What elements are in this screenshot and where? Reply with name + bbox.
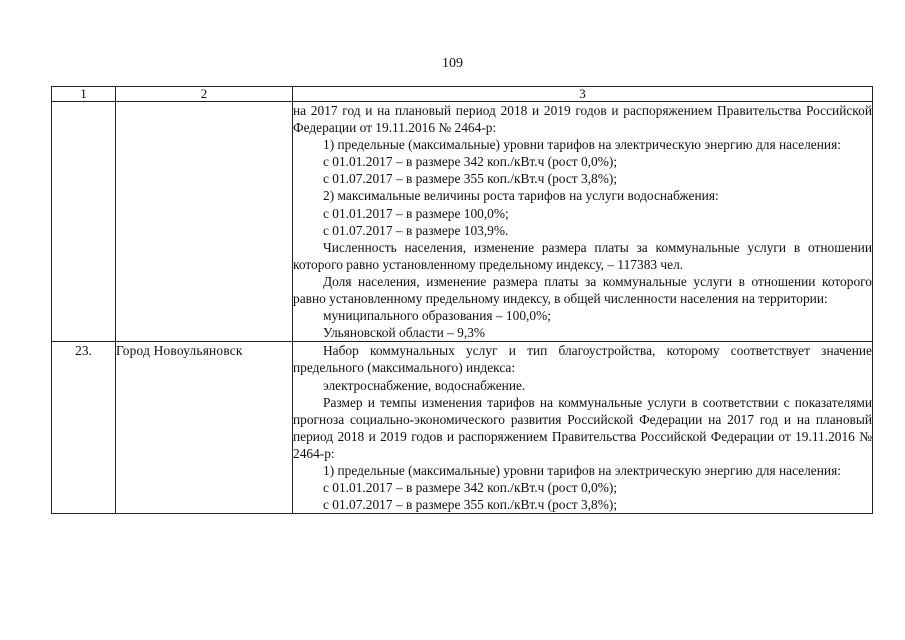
paragraph: 1) предельные (максимальные) уровни тарифов на электрическую энергию для населения: — [323, 137, 841, 153]
column-header-3: 3 — [293, 87, 873, 102]
paragraph: на 2017 год и на плановый период 2018 и 2019 годов и распоряжением Правительства Российской Федерации от 19.11.2016 № 2464-р: — [293, 103, 872, 136]
paragraph: 1) предельные (максимальные) уровни тарифов на электрическую энергию для населения: — [323, 462, 841, 478]
table-header-row — [52, 87, 873, 102]
description-cell — [293, 342, 873, 514]
paragraph: с 01.01.2017 – в размере 342 коп./кВт.ч (рост 0,0%); — [323, 154, 618, 170]
tariff-table — [51, 86, 873, 514]
paragraph: Доля населения, изменение размера платы за коммунальные услуги в отношении которого равно установленному предельному индексу, в общей численности населения на территории: — [293, 273, 872, 307]
paragraph: электроснабжение, водоснабжение. — [323, 377, 526, 393]
column-header-2: 2 — [116, 87, 293, 102]
paragraph: с 01.07.2017 – в размере 103,9%. — [323, 222, 509, 238]
row-number-cell: 23. — [52, 342, 116, 514]
description-cell — [293, 102, 873, 342]
municipality-name-cell: Город Новоульяновск — [116, 342, 293, 514]
paragraph: Набор коммунальных услуг и тип благоустройства, которому соответствует значение предельного (максимального) индекса: — [293, 343, 872, 376]
column-header-1: 1 — [52, 87, 116, 102]
table-row — [52, 342, 873, 514]
municipality-name-cell — [116, 102, 293, 342]
page-number: 109 — [442, 56, 463, 71]
row-number-cell — [52, 102, 116, 342]
paragraph: 2) максимальные величины роста тарифов на услуги водоснабжения: — [323, 188, 719, 204]
paragraph: с 01.01.2017 – в размере 100,0%; — [323, 205, 509, 221]
paragraph: Численность населения, изменение размера платы за коммунальные услуги в отношении которого равно установленному предельному индексу, – 117383 чел. — [293, 239, 872, 272]
table-row — [52, 102, 873, 342]
paragraph: с 01.07.2017 – в размере 355 коп./кВт.ч (рост 3,8%); — [323, 171, 618, 187]
paragraph: Ульяновской области – 9,3% — [323, 325, 486, 341]
paragraph: с 01.01.2017 – в размере 342 коп./кВт.ч (рост 0,0%); — [323, 480, 618, 496]
paragraph: с 01.07.2017 – в размере 355 коп./кВт.ч (рост 3,8%); — [323, 497, 618, 513]
paragraph: Размер и темпы изменения тарифов на коммунальные услуги в соответствии с показателями прогноза социально-экономического развития Российской Федерации на 2017 год и на плановый период 2018 и 2019 годов и распоряжением Правительства Российской Федерации от 19.11.2016 № 2464-р: — [293, 394, 872, 461]
paragraph: муниципального образования – 100,0%; — [323, 308, 551, 324]
